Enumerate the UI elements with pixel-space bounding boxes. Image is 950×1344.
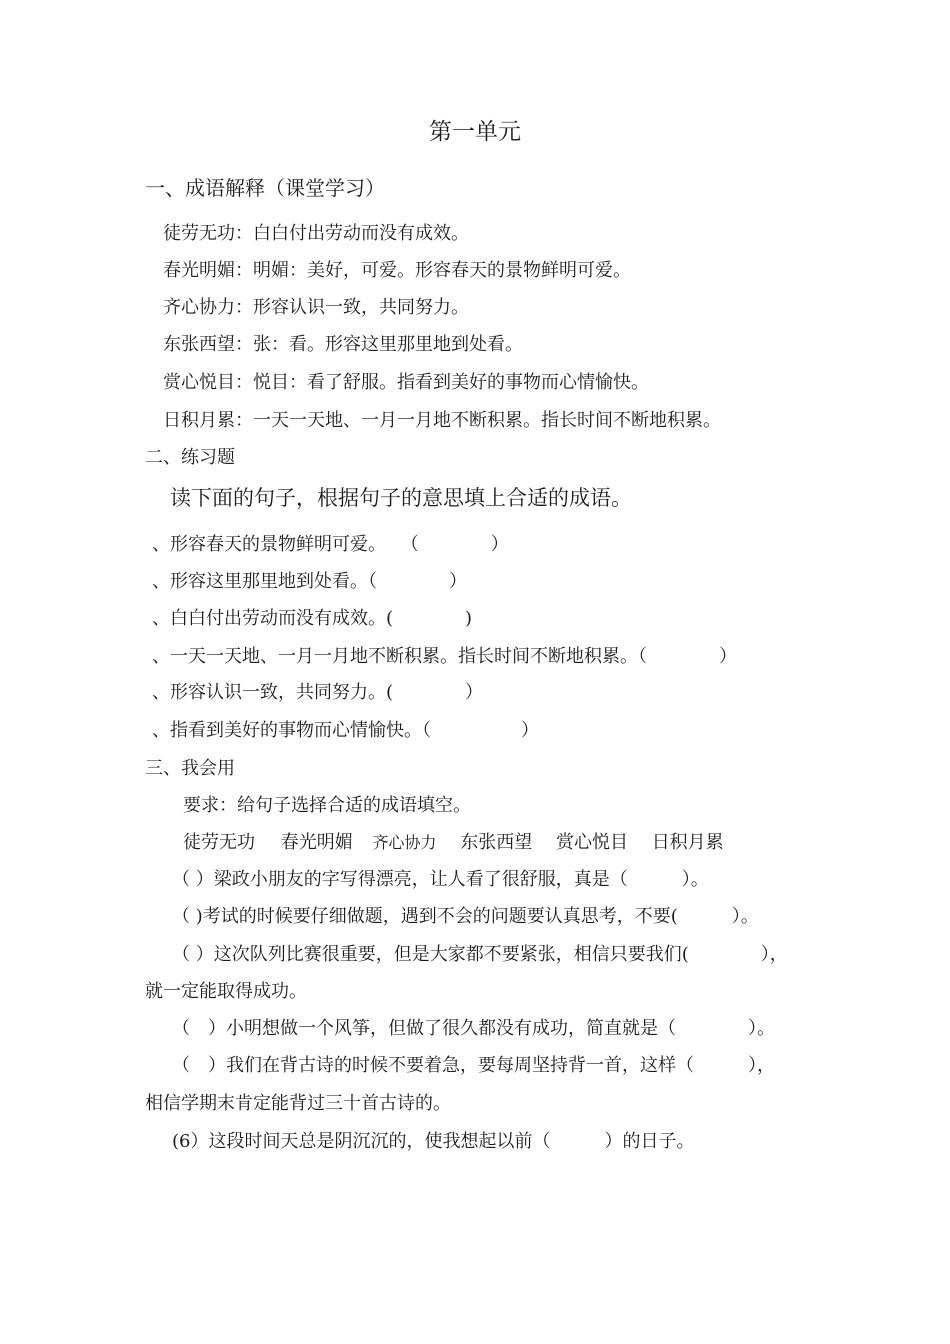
- exercise-item: 、形容认识一致，共同努力。( ）: [152, 682, 484, 703]
- fill-sentence: （ )考试的时候要仔细做题，遇到不会的问题要认真思考，不要( ）。: [172, 906, 759, 927]
- exercise-item: 、形容春天的景物鲜明可爱。 （ ）: [152, 534, 509, 555]
- section2-instruction: 读下面的句子，根据句子的意思填上合适的成语。: [170, 486, 632, 510]
- fill-sentence: （ ）小明想做一个风筝，但做了很久都没有成功，简直就是（ ）。: [172, 1018, 775, 1039]
- exercise-item: 、白白付出劳动而没有成效。( ): [152, 608, 473, 629]
- fill-sentence-continuation: 相信学期末肯定能背过三十首古诗的。: [145, 1093, 451, 1114]
- word-bank-item: 齐心协力: [372, 833, 437, 852]
- idiom-definition: 徒劳无功：白白付出劳动而没有成效。: [163, 223, 469, 244]
- word-bank: [183, 831, 724, 855]
- exercise-item: 、形容这里那里地到处看。（ ）: [152, 571, 467, 592]
- fill-sentence: （ ）我们在背古诗的时候不要着急，要每周坚持背一首，这样（ ），: [172, 1055, 775, 1076]
- word-bank-item: 徒劳无功: [183, 832, 255, 853]
- idiom-definition: 春光明媚：明媚：美好，可爱。形容春天的景物鲜明可爱。: [163, 260, 631, 281]
- section2-heading: 二、练习题: [145, 447, 235, 468]
- word-bank-item: 赏心悦目: [555, 832, 628, 853]
- section3-heading: 三、我会用: [145, 758, 235, 779]
- exercise-item: 、指看到美好的事物而心情愉快。（ ）: [152, 720, 539, 741]
- word-bank-item: 东张西望: [460, 832, 533, 853]
- idiom-definition: 赏心悦目：悦目：看了舒服。指看到美好的事物而心情愉快。: [163, 372, 649, 393]
- exercise-item: 、一天一天地、一月一月地不断积累。指长时间不断地积累。（ ）: [152, 646, 737, 667]
- word-bank-item: 春光明媚: [280, 832, 353, 853]
- fill-sentence: （ ）这次队列比赛很重要，但是大家都不要紧张，相信只要我们( ），: [172, 944, 788, 965]
- page-title: 第一单元: [429, 119, 521, 145]
- section3-requirement: 要求：给句子选择合适的成语填空。: [183, 795, 471, 816]
- section1-heading: 一、成语解释（课堂学习）: [145, 176, 385, 200]
- fill-sentence: （ ）梁政小朋友的字写得漂亮，让人看了很舒服，真是（ ）。: [172, 869, 709, 890]
- idiom-definition: 齐心协力：形容认识一致，共同努力。: [163, 297, 469, 318]
- fill-sentence-continuation: 就一定能取得成功。: [145, 981, 307, 1002]
- idiom-definition: 东张西望：张：看。形容这里那里地到处看。: [163, 334, 523, 355]
- word-bank-item: 日积月累: [651, 832, 724, 853]
- fill-sentence: (6）这段时间天总是阴沉沉的，使我想起以前（ ）的日子。: [172, 1131, 695, 1152]
- idiom-definition: 日积月累：一天一天地、一月一月地不断积累。指长时间不断地积累。: [163, 410, 721, 431]
